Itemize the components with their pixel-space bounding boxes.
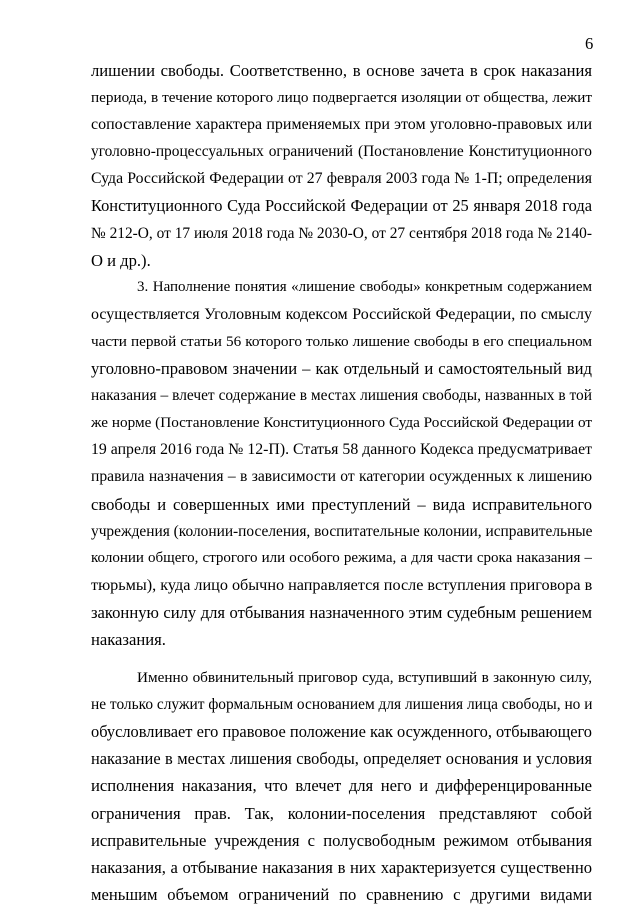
text-line: 3. Наполнение понятия «лишение свободы» конкретным содержанием [137, 278, 592, 295]
text-line: исправительные учреждения с полусвободным режимом отбывания [91, 830, 592, 850]
text-line: части первой статьи 56 которого только лишение свободы в его специальном [91, 332, 592, 350]
text-line: № 212-О, от 17 июля 2018 года № 2030-О, от 27 сентября 2018 года № 2140- [91, 224, 592, 242]
paragraph [91, 57, 592, 274]
text-line: сопоставление характера применяемых при этом уголовно-правовых или [91, 116, 592, 134]
text-line: учреждения (колонии-поселения, воспитательные колонии, исправительные [91, 522, 592, 540]
text-line: уголовно-процессуальных ограничений (Постановление Конституционного [91, 143, 592, 161]
text-line: тюрьмы), куда лицо обычно направляется после вступления приговора в [91, 575, 592, 594]
text-line: наказание в местах лишения свободы, определяет основания и условия [91, 749, 592, 769]
text-line: обусловливает его правовое положение как осужденного, отбывающего [91, 722, 592, 742]
text-line: О и др.). [91, 250, 151, 270]
paragraph [91, 274, 592, 653]
text-line: колонии общего, строгого или особого режима, а для части срока наказания – [91, 549, 592, 566]
text-line: осуществляется Уголовным кодексом Российской Федерации, по смыслу [91, 305, 592, 323]
text-line: Конституционного Суда Российской Федерации от 25 января 2018 года [91, 196, 592, 216]
text-line: наказания, а отбывание наказания в них характеризуется существенно [91, 857, 592, 877]
text-line: же норме (Постановление Конституционного Суда Российской Федерации от [91, 414, 592, 432]
text-line: свободы и совершенных ими преступлений – вида исправительного [91, 494, 592, 514]
text-line: наказания. [91, 629, 166, 649]
text-line: Суда Российской Федерации от 27 февраля 2003 года № 1-П; определения [91, 170, 592, 188]
text-line: лишении свободы. Соответственно, в основе зачета в срок наказания [91, 61, 592, 80]
text-line: уголовно-правовом значении – как отдельный и самостоятельный вид [91, 359, 592, 379]
text-line: меньшим объемом ограничений по сравнению с другими видами [91, 884, 592, 904]
text-line: наказания – влечет содержание в местах лишения свободы, названных в той [91, 387, 592, 405]
body-text [91, 57, 592, 908]
paragraph-spacer [91, 653, 592, 664]
text-line: не только служит формальным основанием для лишения лица свободы, но и [91, 696, 592, 714]
text-line: периода, в течение которого лицо подвергается изоляции от общества, лежит [91, 89, 592, 107]
page-number: 6 [585, 34, 594, 53]
text-line: правила назначения – в зависимости от категории осужденных к лишению [91, 468, 592, 486]
text-line: 19 апреля 2016 года № 12-П). Статья 58 данного Кодекса предусматривает [91, 441, 592, 459]
text-line: ограничения прав. Так, колонии-поселения представляют собой [91, 803, 592, 823]
paragraph [91, 664, 592, 908]
text-line: исполнения наказания, что влечет для него и дифференцированные [91, 776, 592, 796]
text-line: законную силу для отбывания назначенного этим судебным решением [91, 602, 592, 622]
text-line: Именно обвинительный приговор суда, вступивший в законную силу, [137, 669, 592, 687]
